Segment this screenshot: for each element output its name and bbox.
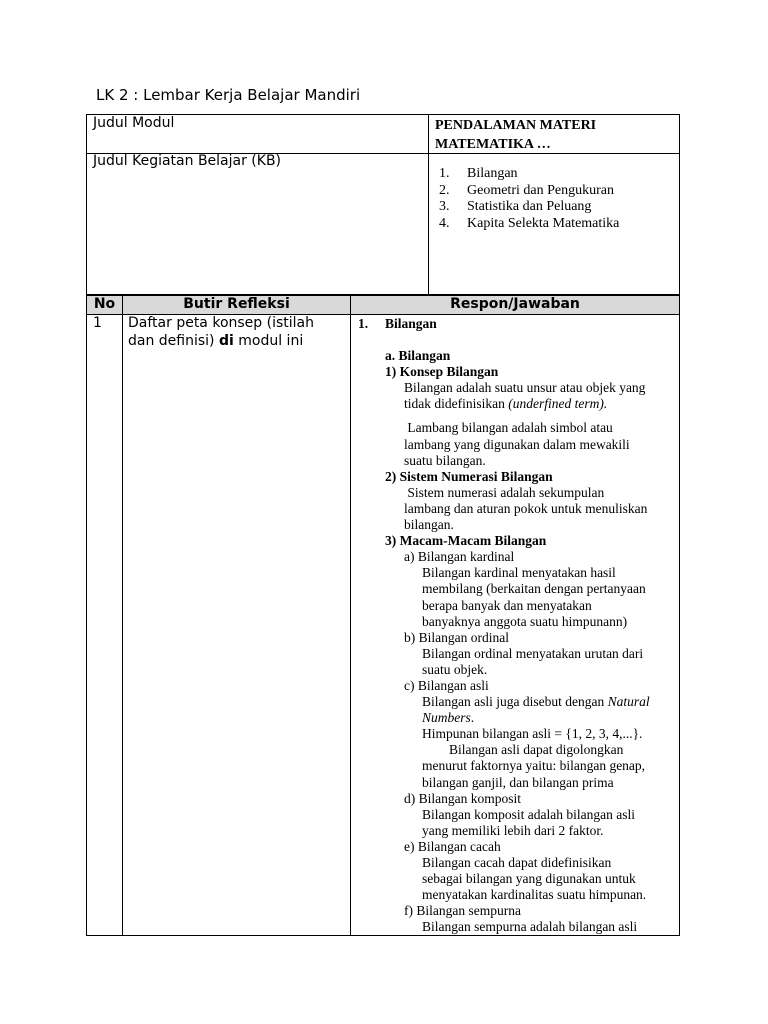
body-line: menyatakan kardinalitas suatu himpunan. bbox=[422, 887, 647, 903]
body-italic-text: Natural bbox=[607, 694, 650, 710]
judul-modul-value-line1: PENDALAMAN MATERI bbox=[435, 118, 597, 133]
spacer bbox=[352, 412, 677, 420]
body-line: bilangan ganjil, dan bilangan prima bbox=[422, 774, 614, 790]
body-text: Bilangan asli juga disebut dengan bbox=[422, 694, 608, 710]
kb-item-label: Statistika dan Peluang bbox=[467, 199, 592, 214]
body-line: banyaknya anggota suatu himpunann) bbox=[422, 613, 628, 629]
column-divider bbox=[428, 115, 429, 294]
item-heading: f) Bilangan sempurna bbox=[404, 903, 521, 919]
body-line: Bilangan komposit adalah bilangan asli bbox=[422, 806, 635, 822]
kb-item-label: Geometri dan Pengukuran bbox=[467, 182, 614, 198]
butir-line: Daftar peta konsep (istilah bbox=[128, 315, 314, 331]
judul-kb-label: Judul Kegiatan Belajar (KB) bbox=[93, 153, 282, 169]
body-italic-text: Numbers bbox=[422, 710, 471, 726]
item-heading: b) Bilangan ordinal bbox=[404, 629, 509, 645]
body-line: Bilangan sempurna adalah bilangan asli bbox=[422, 919, 638, 935]
sistem-heading: 2) Sistem Numerasi Bilangan bbox=[385, 468, 553, 484]
body-line: bilangan. bbox=[404, 517, 454, 533]
butir-bold-text: di bbox=[218, 332, 234, 349]
body-text: tidak didefinisikan bbox=[404, 396, 509, 412]
column-divider bbox=[350, 296, 351, 935]
kb-item-label: Bilangan bbox=[467, 166, 518, 181]
reflection-table bbox=[86, 295, 680, 936]
butir-text: dan definisi) bbox=[128, 332, 219, 349]
body-line: berapa banyak dan menyatakan bbox=[422, 597, 592, 613]
body-line: suatu bilangan. bbox=[404, 452, 486, 468]
body-line: sebagai bilangan yang digunakan untuk bbox=[422, 871, 636, 887]
kb-list-item bbox=[439, 199, 619, 216]
body-line bbox=[352, 710, 677, 726]
judul-modul-label: Judul Modul bbox=[93, 115, 175, 131]
body-line bbox=[352, 396, 677, 412]
body-line: lambang yang digunakan dalam mewakili bbox=[404, 436, 630, 452]
kb-list bbox=[439, 166, 619, 232]
body-line: menurut faktornya yaitu: bilangan genap, bbox=[422, 758, 646, 774]
body-line: Bilangan cacah dapat didefinisikan bbox=[422, 855, 612, 870]
body-line: Bilangan asli dapat digolongkan bbox=[422, 742, 624, 758]
section-title: Bilangan bbox=[385, 316, 437, 331]
header-no: No bbox=[93, 296, 116, 312]
body-line: Bilangan ordinal menyatakan urutan dari bbox=[422, 645, 644, 661]
section-number: 1. bbox=[358, 316, 369, 331]
column-divider bbox=[122, 296, 123, 935]
kb-item-number: 4. bbox=[439, 215, 450, 231]
body-italic-text: (underfined term). bbox=[508, 396, 608, 412]
konsep-heading: 1) Konsep Bilangan bbox=[385, 364, 499, 380]
item-heading: c) Bilangan asli bbox=[404, 677, 489, 693]
body-line: suatu objek. bbox=[422, 661, 488, 677]
section-heading bbox=[352, 316, 677, 332]
butir-text: modul ini bbox=[233, 332, 304, 349]
kb-item-number: 1. bbox=[439, 166, 450, 181]
row-number: 1 bbox=[93, 315, 102, 331]
body-line: yang memiliki lebih dari 2 faktor. bbox=[422, 822, 604, 838]
sub-heading: a. Bilangan bbox=[385, 348, 451, 364]
body-line: Bilangan adalah suatu unsur atau objek yang bbox=[404, 380, 646, 396]
macam-heading: 3) Macam-Macam Bilangan bbox=[385, 533, 547, 549]
body-line: Bilangan kardinal menyatakan hasil bbox=[422, 565, 616, 581]
body-line: Lambang bilangan adalah simbol atau bbox=[404, 420, 613, 436]
item-heading: e) Bilangan cacah bbox=[404, 838, 501, 854]
body-line: Himpunan bilangan asli = {1, 2, 3, 4,...}. bbox=[422, 726, 643, 742]
body-line: lambang dan aturan pokok untuk menuliskan bbox=[404, 500, 648, 516]
header-respon-jawaban: Respon/Jawaban bbox=[450, 296, 580, 312]
kb-item-number: 3. bbox=[439, 199, 450, 214]
judul-modul-value bbox=[435, 116, 596, 154]
spacer bbox=[352, 332, 677, 348]
kb-list-item bbox=[439, 166, 619, 183]
header-butir-refleksi: Butir Refleksi bbox=[183, 296, 290, 312]
item-heading: d) Bilangan komposit bbox=[404, 790, 521, 806]
response-content bbox=[352, 314, 677, 935]
document-title: LK 2 : Lembar Kerja Belajar Mandiri bbox=[96, 86, 361, 104]
judul-modul-value-line2: MATEMATIKA … bbox=[435, 137, 551, 152]
kb-list-item bbox=[439, 216, 619, 233]
kb-item-label: Kapita Selekta Matematika bbox=[467, 215, 620, 231]
item-heading: a) Bilangan kardinal bbox=[404, 549, 515, 565]
butir-refleksi-text bbox=[128, 315, 314, 350]
body-line: Sistem numerasi adalah sekumpulan bbox=[404, 484, 605, 500]
module-info-table bbox=[86, 114, 680, 295]
kb-item-number: 2. bbox=[439, 182, 450, 198]
body-text: . bbox=[470, 710, 475, 726]
body-line: membilang (berkaitan dengan pertanyaan bbox=[422, 581, 646, 597]
butir-line bbox=[128, 333, 314, 351]
kb-list-item bbox=[439, 183, 619, 200]
body-line bbox=[352, 694, 677, 710]
